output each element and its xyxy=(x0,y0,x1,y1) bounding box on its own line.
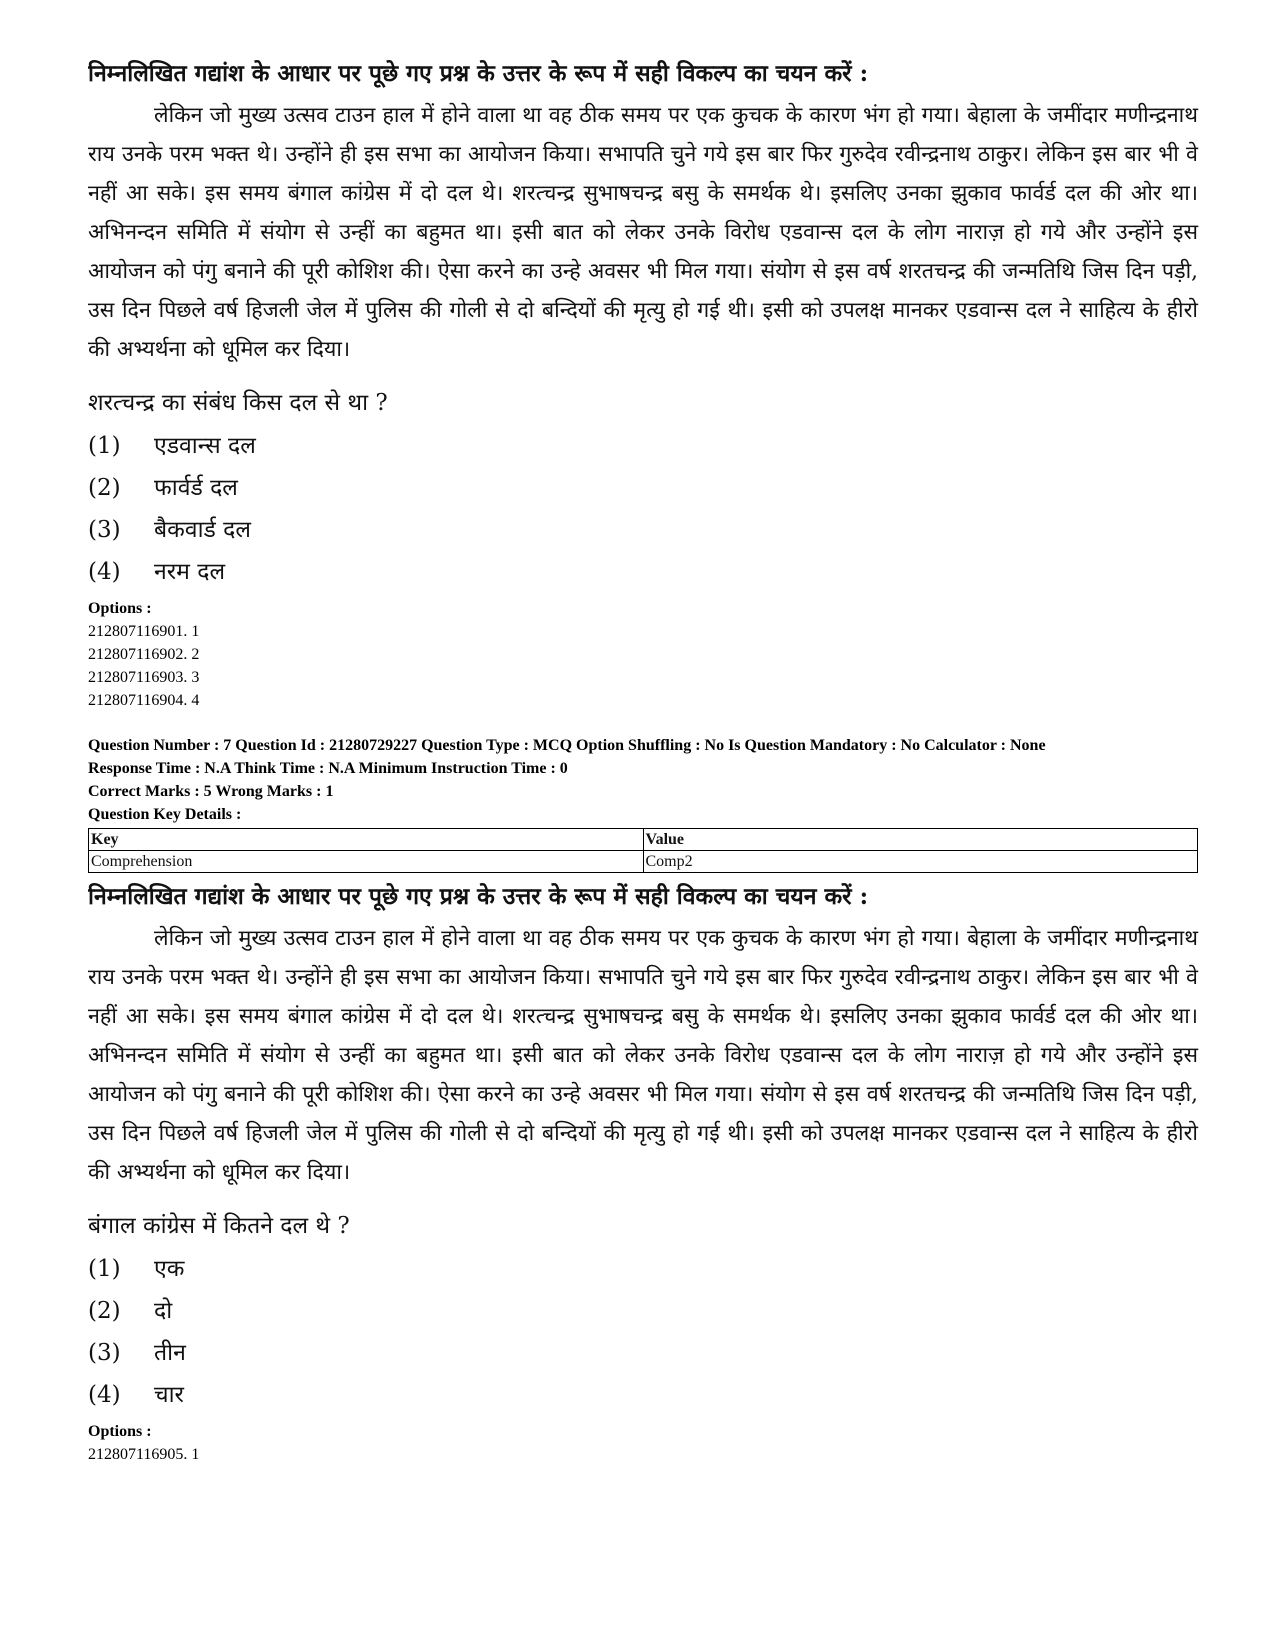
option-number: (3) xyxy=(88,1340,121,1366)
options-label: Options : xyxy=(88,600,152,617)
question-info-line: Question Number : 7 Question Id : 21280729227 Question Type : MCQ Option Shuffling : No Is Question Mandatory : No Calculator : None xyxy=(88,737,1046,754)
option-number: (2) xyxy=(88,1298,121,1324)
document-page xyxy=(88,56,1198,1466)
answer-options-list xyxy=(88,425,1198,593)
option-number: (4) xyxy=(88,559,121,585)
option-number: (2) xyxy=(88,475,121,501)
question-text: बंगाल कांग्रेस में कितने दल थे ? xyxy=(88,1213,350,1239)
option-id: 212807116901. 1 xyxy=(88,623,200,640)
option-ids xyxy=(88,1420,1198,1466)
option-text: एडवान्स दल xyxy=(154,433,256,459)
answer-option xyxy=(88,1248,1198,1290)
answer-option xyxy=(88,509,1198,551)
table-row xyxy=(89,851,1198,873)
answer-option xyxy=(88,1374,1198,1416)
table-cell-key: Comprehension xyxy=(89,851,644,873)
answer-option xyxy=(88,551,1198,593)
marks-line: Correct Marks : 5 Wrong Marks : 1 xyxy=(88,783,334,800)
table-header-key: Key xyxy=(89,829,644,851)
comprehension-passage: लेकिन जो मुख्य उत्सव टाउन हाल में होने वाला था वह ठीक समय पर एक कुचक के कारण भंग हो गया। बेहाला के जमींदार मणीन्द्रनाथ राय उनके परम भक्त थे। उन्होंने ही इस सभा का आयोजन किया। सभापति चुने गये इस बार फिर गुरुदेव रवीन्द्रनाथ ठाकुर। लेकिन इस बार भी वे नहीं आ सके। इस समय बंगाल कांग्रेस में दो दल थे। शरत्चन्द्र सुभाषचन्द्र बसु के समर्थक थे। इसलिए उनका झुकाव फार्वर्ड दल की ओर था। अभिनन्दन समिति में संयोग से उन्हीं का बहुमत था। इसी बात को लेकर उनके विरोध एडवान्स दल के लोग नाराज़ हो गये और उन्होंने इस आयोजन को पंगु बनाने की पूरी कोशिश की। ऐसा करने का उन्हे अवसर भी मिल गया। संयोग से इस वर्ष शरतचन्द्र की जन्मतिथि जिस दिन पड़ी, उस दिन पिछले वर्ष हिजली जेल में पुलिस की गोली से दो बन्दियों की मृत्यु हो गई थी। इसी को उपलक्ष मानकर एडवान्स दल ने साहित्य के हीरो की अभ्यर्थना को धूमिल कर दिया। xyxy=(88,926,1198,1185)
table-cell-value: Comp2 xyxy=(643,851,1198,873)
option-ids xyxy=(88,597,1198,712)
answer-option xyxy=(88,467,1198,509)
answer-options-list xyxy=(88,1248,1198,1416)
key-value-table xyxy=(88,828,1198,873)
question-text: शरत्चन्द्र का संबंध किस दल से था ? xyxy=(88,390,388,416)
option-text: तीन xyxy=(154,1340,186,1366)
option-id: 212807116903. 3 xyxy=(88,669,200,686)
option-number: (1) xyxy=(88,433,121,459)
table-header-row xyxy=(89,829,1198,851)
instruction-heading: निम्नलिखित गद्यांश के आधार पर पूछे गए प्रश्न के उत्तर के रूप में सही विकल्प का चयन करें : xyxy=(88,60,869,87)
instruction-heading: निम्नलिखित गद्यांश के आधार पर पूछे गए प्रश्न के उत्तर के रूप में सही विकल्प का चयन करें : xyxy=(88,883,869,910)
key-details-label: Question Key Details : xyxy=(88,806,242,823)
option-text: एक xyxy=(154,1256,185,1282)
answer-option xyxy=(88,425,1198,467)
option-text: फार्वर्ड दल xyxy=(154,475,238,501)
option-number: (4) xyxy=(88,1382,121,1408)
option-text: नरम दल xyxy=(154,559,226,585)
question-block-1 xyxy=(88,56,1198,712)
question-block-2 xyxy=(88,879,1198,1466)
question-metadata xyxy=(88,734,1198,826)
option-id: 212807116902. 2 xyxy=(88,646,200,663)
option-number: (1) xyxy=(88,1256,121,1282)
option-number: (3) xyxy=(88,517,121,543)
answer-option xyxy=(88,1290,1198,1332)
option-text: बैकवार्ड दल xyxy=(154,517,251,543)
option-id: 212807116905. 1 xyxy=(88,1446,200,1463)
table-header-value: Value xyxy=(643,829,1198,851)
section-gap xyxy=(88,712,1198,734)
option-id: 212807116904. 4 xyxy=(88,692,200,709)
response-time-line: Response Time : N.A Think Time : N.A Minimum Instruction Time : 0 xyxy=(88,760,568,777)
options-label: Options : xyxy=(88,1423,152,1440)
comprehension-passage: लेकिन जो मुख्य उत्सव टाउन हाल में होने वाला था वह ठीक समय पर एक कुचक के कारण भंग हो गया। बेहाला के जमींदार मणीन्द्रनाथ राय उनके परम भक्त थे। उन्होंने ही इस सभा का आयोजन किया। सभापति चुने गये इस बार फिर गुरुदेव रवीन्द्रनाथ ठाकुर। लेकिन इस बार भी वे नहीं आ सके। इस समय बंगाल कांग्रेस में दो दल थे। शरत्चन्द्र सुभाषचन्द्र बसु के समर्थक थे। इसलिए उनका झुकाव फार्वर्ड दल की ओर था। अभिनन्दन समिति में संयोग से उन्हीं का बहुमत था। इसी बात को लेकर उनके विरोध एडवान्स दल के लोग नाराज़ हो गये और उन्होंने इस आयोजन को पंगु बनाने की पूरी कोशिश की। ऐसा करने का उन्हे अवसर भी मिल गया। संयोग से इस वर्ष शरतचन्द्र की जन्मतिथि जिस दिन पड़ी, उस दिन पिछले वर्ष हिजली जेल में पुलिस की गोली से दो बन्दियों की मृत्यु हो गई थी। इसी को उपलक्ष मानकर एडवान्स दल ने साहित्य के हीरो की अभ्यर्थना को धूमिल कर दिया। xyxy=(88,103,1198,362)
answer-option xyxy=(88,1332,1198,1374)
option-text: चार xyxy=(154,1382,184,1408)
option-text: दो xyxy=(154,1298,173,1324)
